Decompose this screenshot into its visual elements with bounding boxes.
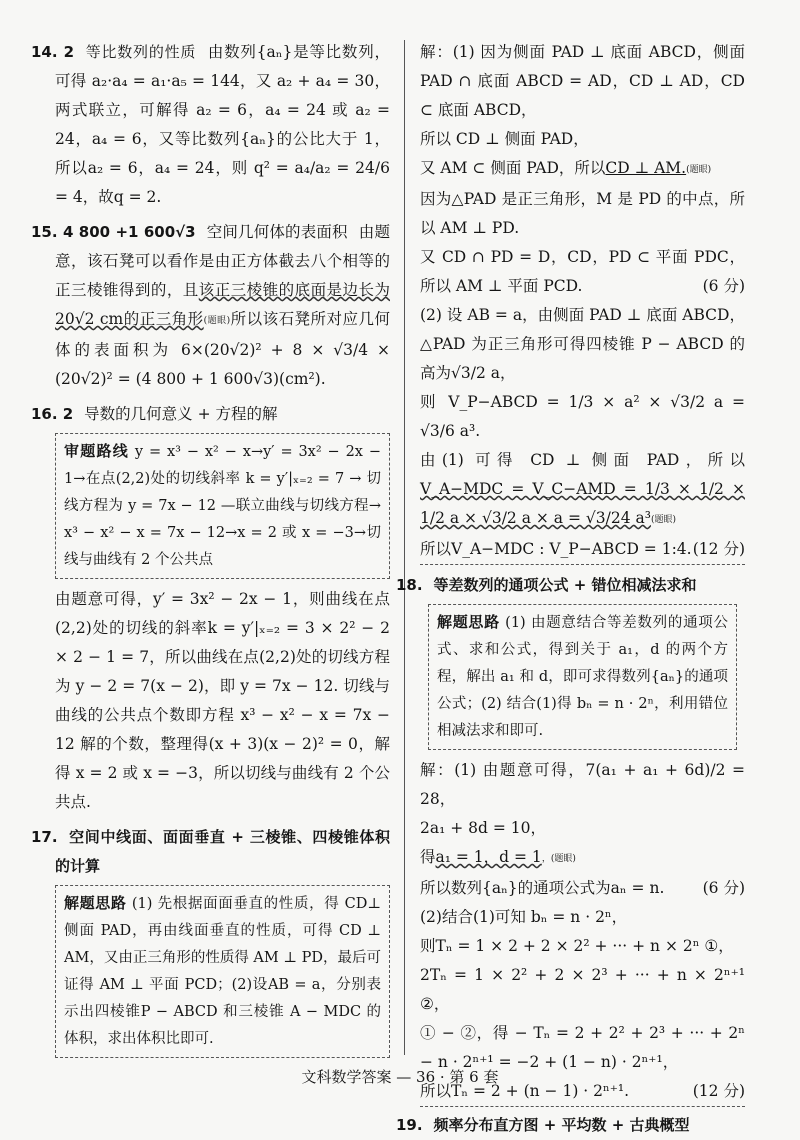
q17-idea-box [55, 885, 390, 1058]
q14-text: 由数列{aₙ}是等比数列，可得 a₂·a₄ = a₁·a₅ = 144，又 a₂ + a₄ = 30，两式联立，可解得 a₂ = 6，a₄ = 24 或 a₂ = 24，a₄ = 6，又等比数列{aₙ}的公比大于 1，所以a₂ = 6，a₄ = 24，则 q² = a₄/a₂ = 24/6 = 4，故q = 2. [55, 43, 390, 206]
q15-note: (题眼) [203, 316, 231, 326]
s18-note: ，(题眼) [541, 854, 576, 864]
s18-line-5: (2)结合(1)可知 bₙ = n · 2ⁿ， [420, 908, 628, 926]
s17-line-9-text: 所以V_A−MDC : V_P−ABCD = 1:4. [420, 540, 692, 558]
q17-box-text: (1) 先根据面面垂直的性质，得 CD⊥侧面 PAD，再由线面垂直的性质，可得 CD ⊥ AM，又由正三角形的性质得 AM ⊥ PD，最后可证得 AM ⊥ 平面 PCD；(2)设AB = a，分别表示出四棱锥P − ABCD 和三棱锥 A − MDC 的体积，求出体积比即可. [64, 896, 381, 1047]
s18-key: a₁ = 1，d = 1 [435, 848, 542, 866]
s17-line-1: 解：(1) 因为侧面 PAD ⊥ 底面 ABCD，侧面 PAD ∩ 底面 ABCD = AD，CD ⊥ AD，CD ⊂ 底面 ABCD， [420, 43, 745, 119]
s17-score-2: (12 分) [692, 540, 745, 558]
q14-number: 14. 2 [31, 43, 75, 61]
q19-number: 19. [396, 1116, 423, 1134]
s18-line-6: 则Tₙ = 1 × 2 + 2 × 2² + ··· + n × 2ⁿ ①， [420, 937, 734, 955]
q18-topic: 等差数列的通项公式 + 错位相减法求和 [433, 576, 697, 594]
s17-line-2: 所以 CD ⊥ 侧面 PAD， [420, 130, 589, 148]
q18-header [396, 571, 745, 600]
s18-line-4 [420, 874, 745, 903]
s17-line-4: 因为△PAD 是正三角形，M 是 PD 的中点，所以 AM ⊥ PD. [420, 190, 745, 237]
s18-line-3 [420, 843, 745, 874]
s18-line-3a: 得 [420, 848, 436, 866]
q19-topic: 频率分布直方图 + 平均数 + 古典概型 [433, 1116, 690, 1134]
q16-route-box [55, 433, 390, 579]
q15-topic: 空间几何体的表面积 [206, 223, 348, 241]
q16-text: 由题意可得，y′ = 3x² − 2x − 1，则曲线在点(2,2)处的切线的斜率k = y′|ₓ₌₂ = 3 × 2² − 2 × 2 − 1 = 7，所以曲线在点(2,2)处的切线方程为 y − 2 = 7(x − 2)，即 y = 7x − 12. 切线与曲线的公共点个数即方程 x³ − x² − x = 7x − 12 解的个数，整理得(x + 3)(x − 2)² = 0，解得 x = 2 或 x = −3，所以切线与曲线有 2 个公共点. [55, 590, 390, 811]
s18-line-7: 2Tₙ = 1 × 2² + 2 × 2³ + ··· + n × 2ⁿ⁺¹ ②， [420, 966, 745, 1013]
q14-topic: 等比数列的性质 [85, 43, 197, 61]
q18-box-title: 解题思路 [437, 613, 500, 631]
q18-number: 18. [396, 576, 423, 594]
q16-header [31, 400, 390, 429]
q17-number: 17. [31, 828, 58, 846]
page-footer: 文科数学答案 — 36 · 第 6 套 [301, 1068, 499, 1086]
q18-idea-box [428, 604, 737, 750]
s18-score-1: (6 分) [702, 879, 745, 897]
s17-note-1: (题眼) [686, 165, 712, 175]
q15-text-b: 所以该石凳所对应几何体的表面积为 6×(20√2)² + 8 × √3/4 × (20√2)² = (4 800 + 1 600√3)(cm²). [55, 310, 390, 388]
q18-idea [437, 609, 728, 745]
q15-key-text: 该正三棱锥的底面是边长为20√2 cm的正三角形 [55, 281, 390, 328]
s18-score-2: (12 分) [692, 1082, 745, 1100]
q14-answer [31, 38, 390, 212]
left-column [31, 38, 390, 1064]
s17-line-3 [420, 154, 745, 185]
s17-line-6: (2) 设 AB = a，由侧面 PAD ⊥ 底面 ABCD，△PAD 为正三角形可得四棱锥 P − ABCD 的高为√3/2 a， [420, 306, 745, 382]
column-divider [404, 40, 405, 1055]
s18-line-2: 2a₁ + 8d = 10， [420, 819, 547, 837]
s17-line-3a: 又 AM ⊂ 侧面 PAD，所以 [420, 159, 606, 177]
q19-header [396, 1111, 745, 1140]
s17-line-8 [420, 446, 745, 535]
q17-box-title: 解题思路 [64, 894, 127, 912]
s17-line-5-text: 又 CD ∩ PD = D，CD，PD ⊂ 平面 PDC，所以 AM ⊥ 平面 PCD. [420, 248, 745, 295]
q16-box-text: y = x³ − x² − x→y′ = 3x² − 2x − 1→在点(2,2)处的切线斜率 k = y′|ₓ₌₂ = 7 → 切线方程为 y = 7x − 12 —联立曲线与切线方程→ x³ − x² − x = 7x − 12→x = 2 或 x = −3→切线与曲线有 2 个公共点 [64, 444, 381, 568]
q15-answer [31, 218, 390, 394]
s18-line-1: 解：(1) 由题意可得，7(a₁ + a₁ + 6d)/2 = 28， [420, 761, 745, 808]
q16-number: 16. 2 [31, 405, 74, 423]
q16-topic: 导数的几何意义 + 方程的解 [84, 405, 278, 423]
s17-note-2: (题眼) [650, 515, 676, 525]
s18-line-9-text: 所以Tₙ = 2 + (n − 1) · 2ⁿ⁺¹. [420, 1082, 630, 1100]
s18-line-4-text: 所以数列{aₙ}的通项公式为aₙ = n. [420, 879, 665, 897]
q17-header [31, 823, 390, 881]
q18-box-text: (1) 由题意结合等差数列的通项公式、求和公式，得到关于 a₁，d 的两个方程，解出 a₁ 和 d，即可求得数列{aₙ}的通项公式；(2) 结合(1)得 bₙ = n · 2ⁿ，利用错位相减法求和即可. [437, 615, 728, 739]
s17-volume-key: V_A−MDC = V_C−AMD = 1/3 × 1/2 × 1/2 a × √3/2 a × a = √3/24 a³ [420, 480, 745, 527]
s17-score-1: (6 分) [702, 277, 745, 295]
s17-line-9 [420, 535, 745, 565]
s17-key: CD ⊥ AM. [605, 159, 687, 177]
s18-line-8: ① − ②，得 − Tₙ = 2 + 2² + 2³ + ··· + 2ⁿ − n · 2ⁿ⁺¹ = −2 + (1 − n) · 2ⁿ⁺¹， [420, 1024, 745, 1071]
s17-line-8a: 由(1) 可得 CD ⊥ 侧面 PAD，所以 [420, 451, 745, 469]
q15-number: 15. 4 800 +1 600√3 [31, 223, 196, 241]
s17-line-7: 则 V_P−ABCD = 1/3 × a² × √3/2 a = √3/6 a³. [420, 393, 745, 440]
q15-text-a: 由题意，该石凳可以看作是由正方体截去八个相等的正三棱锥得到的，且 [55, 223, 390, 299]
q17-idea [64, 890, 381, 1053]
q16-box-title: 审题路线 [64, 442, 130, 460]
s17-line-5 [420, 243, 745, 301]
q16-route [64, 438, 381, 574]
q17-topic: 空间中线面、面面垂直 + 三棱锥、四棱锥体积的计算 [55, 828, 390, 875]
